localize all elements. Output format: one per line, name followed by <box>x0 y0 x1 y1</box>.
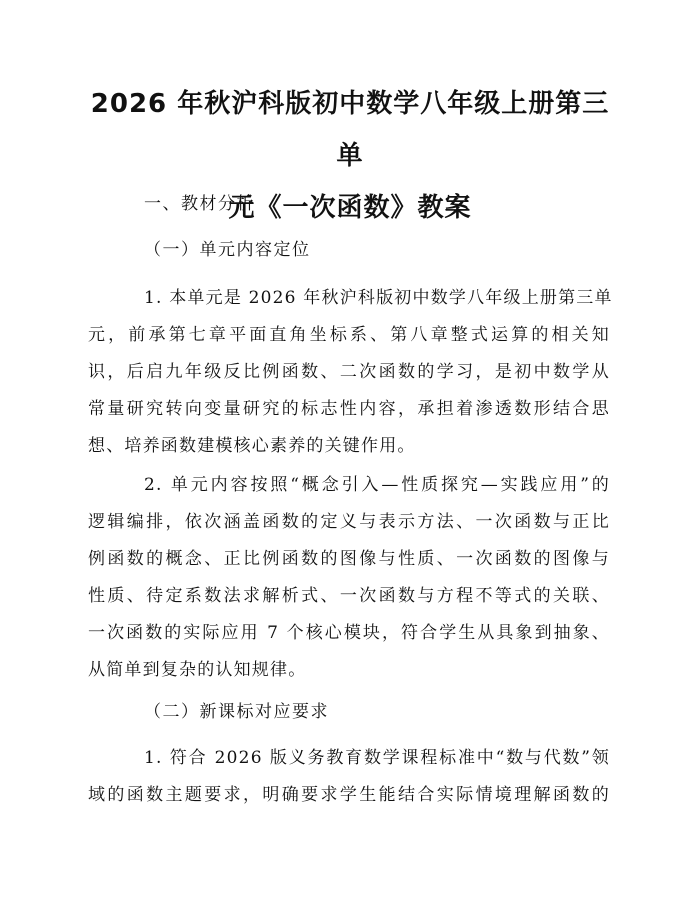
paragraph-line: 一次函数的实际应用 7 个核心模块，符合学生从具象到抽象、 <box>88 623 610 643</box>
subsection-heading-unit-positioning: （一）单元内容定位 <box>144 240 311 260</box>
paragraph-line: 1. 符合 2026 版义务教育数学课程标准中“数与代数”领 <box>144 748 610 768</box>
paragraph-line: 性质、待定系数法求解析式、一次函数与方程不等式的关联、 <box>88 586 610 606</box>
paragraph-line: 1. 本单元是 2026 年秋沪科版初中数学八年级上册第三单 <box>144 288 613 308</box>
section-heading-textbook-analysis: 一、教材分析 <box>144 194 255 214</box>
paragraph-line: 想、培养函数建模核心素养的关键作用。 <box>88 436 416 456</box>
paragraph-curriculum-requirements <box>88 740 610 814</box>
paragraph-line: 元，前承第七章平面直角坐标系、第八章整式运算的相关知 <box>88 325 610 345</box>
title-line-1: 2026 年秋沪科版初中数学八年级上册第三单 <box>90 89 610 171</box>
paragraph-line: 2. 单元内容按照“概念引入—性质探究—实践应用”的 <box>144 475 610 495</box>
paragraph-line: 例函数的概念、正比例函数的图像与性质、一次函数的图像与 <box>88 549 610 569</box>
paragraph-line: 识，后启九年级反比例函数、二次函数的学习，是初中数学从 <box>88 362 610 382</box>
paragraph-unit-positioning <box>88 280 613 465</box>
title-line-2: 元《一次函数》教案 <box>228 193 472 223</box>
paragraph-line: 逻辑编排，依次涵盖函数的定义与表示方法、一次函数与正比 <box>88 512 610 532</box>
subsection-heading-curriculum-requirements: （二）新课标对应要求 <box>144 702 329 722</box>
paragraph-line: 常量研究转向变量研究的标志性内容，承担着渗透数形结合思 <box>88 399 610 419</box>
paragraph-line: 域的函数主题要求，明确要求学生能结合实际情境理解函数的 <box>88 785 610 805</box>
paragraph-content-arrangement <box>88 467 610 689</box>
paragraph-line: 从简单到复杂的认知规律。 <box>88 660 307 680</box>
